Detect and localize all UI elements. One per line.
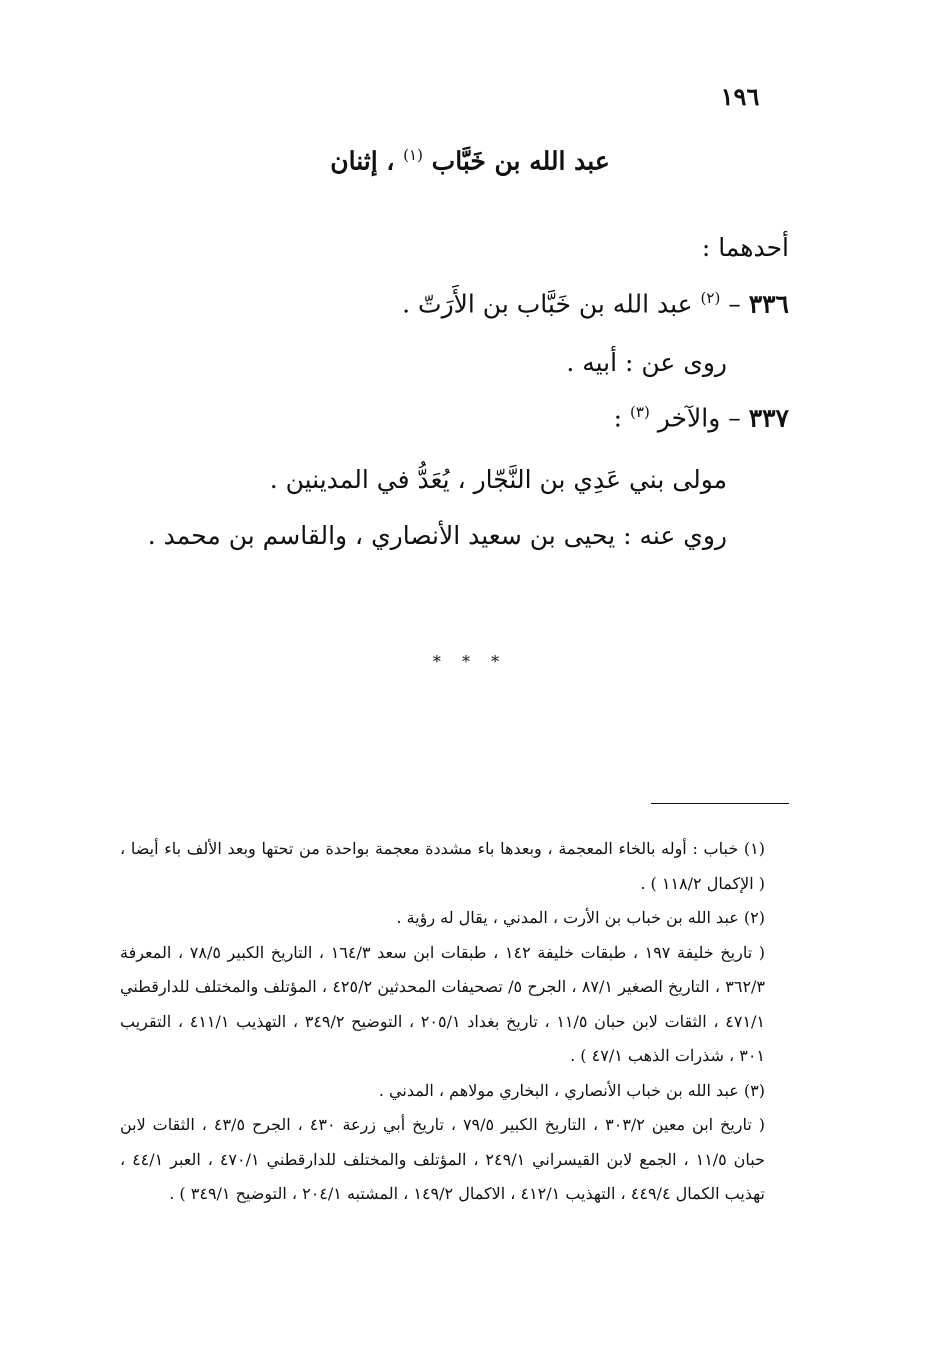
entry-number: ٣٣٧ — [748, 403, 789, 433]
entry-dash: – — [728, 403, 741, 433]
section-separator: * * * — [432, 652, 508, 671]
narrated-by-line: روي عنه : يحيى بن سعيد الأنصاري ، والقاسم بن محمد . — [147, 521, 727, 550]
entry-footnote-mark: (٢) — [700, 289, 721, 307]
entry-337 — [614, 403, 789, 432]
footnote-2-head: (٢) عبد الله بن خباب بن الأرت ، المدني ، يقال له رؤية . — [396, 908, 765, 927]
page-number: ١٩٦ — [720, 82, 760, 111]
section-title-footnote-mark: (١) — [403, 146, 423, 164]
narrates-from-line: روى عن : أبيه . — [566, 348, 727, 377]
entry-name: والآخر — [657, 403, 721, 433]
section-title — [200, 146, 740, 175]
entry-footnote-mark: (٣) — [630, 403, 650, 421]
first-label: أحدهما : — [701, 233, 789, 262]
footnote-2-refs: ( تاريخ خليفة ١٩٧ ، طبقات خليفة ١٤٢ ، طبقات ابن سعد ١٦٤/٣ ، التاريخ الكبير ٧٨/٥ ، المعرفة ٣٦٢/٣ ، التاريخ الصغير ٨٧/١ ، الجرح ٥/ تصحيفات المحدثين ٤٢٥/٢ ، المؤتلف والمختلف للدارقطني ٤٧١/١ ، الثقات لابن حبان ١١/٥ ، تاريخ بغداد ٢٠٥/١ ، التوضيح ٣٤٩/٢ ، التهذيب ٤١١/١ ، التقريب ٣٠١ ، شذرات الذهب ٤٧/١ ) . — [120, 942, 766, 1065]
entry-number: ٣٣٦ — [748, 289, 789, 319]
footnote-divider — [651, 803, 789, 804]
entry-336 — [402, 289, 789, 318]
footnotes — [120, 832, 789, 1212]
entry-name: عبد الله بن خَبَّاب بن الأَرَتّ . — [402, 289, 693, 319]
section-title-suffix: ، إثنان — [330, 146, 395, 176]
footnote-1: (١) خباب : أوله بالخاء المعجمة ، وبعدها باء مشددة معجمة بواحدة من تحتها وبعد الألف باء أيضا ، ( الإكمال ١١٨/٢ ) . — [120, 839, 765, 893]
footnote-3-refs: ( تاريخ ابن معين ٣٠٣/٢ ، التاريخ الكبير ٧٩/٥ ، تاريخ أبي زرعة ٤٣٠ ، الجرح ٤٣/٥ ، الثقات لابن حبان ١١/٥ ، الجمع لابن القيسراني ٢٤٩/١ ، المؤتلف والمختلف للدارقطني ٤٧٠/١ ، العبر ٤٤/١ ، تهذيب الكمال ٤٤٩/٤ ، التهذيب ٤١٢/١ ، الاكمال ١٤٩/٢ ، المشتبه ٢٠٤/١ ، التوضيح ٣٤٩/١ ) . — [120, 1115, 766, 1203]
mawla-line: مولى بني عَدِي بن النَّجّار ، يُعَدُّ في المدينين . — [269, 465, 727, 494]
entry-colon: : — [613, 403, 623, 433]
footnote-3-head: (٣) عبد الله بن خباب الأنصاري ، البخاري مولاهم ، المدني . — [378, 1080, 765, 1100]
section-title-text: عبد الله بن خَبَّاب — [431, 146, 610, 176]
entry-dash: – — [728, 289, 741, 319]
